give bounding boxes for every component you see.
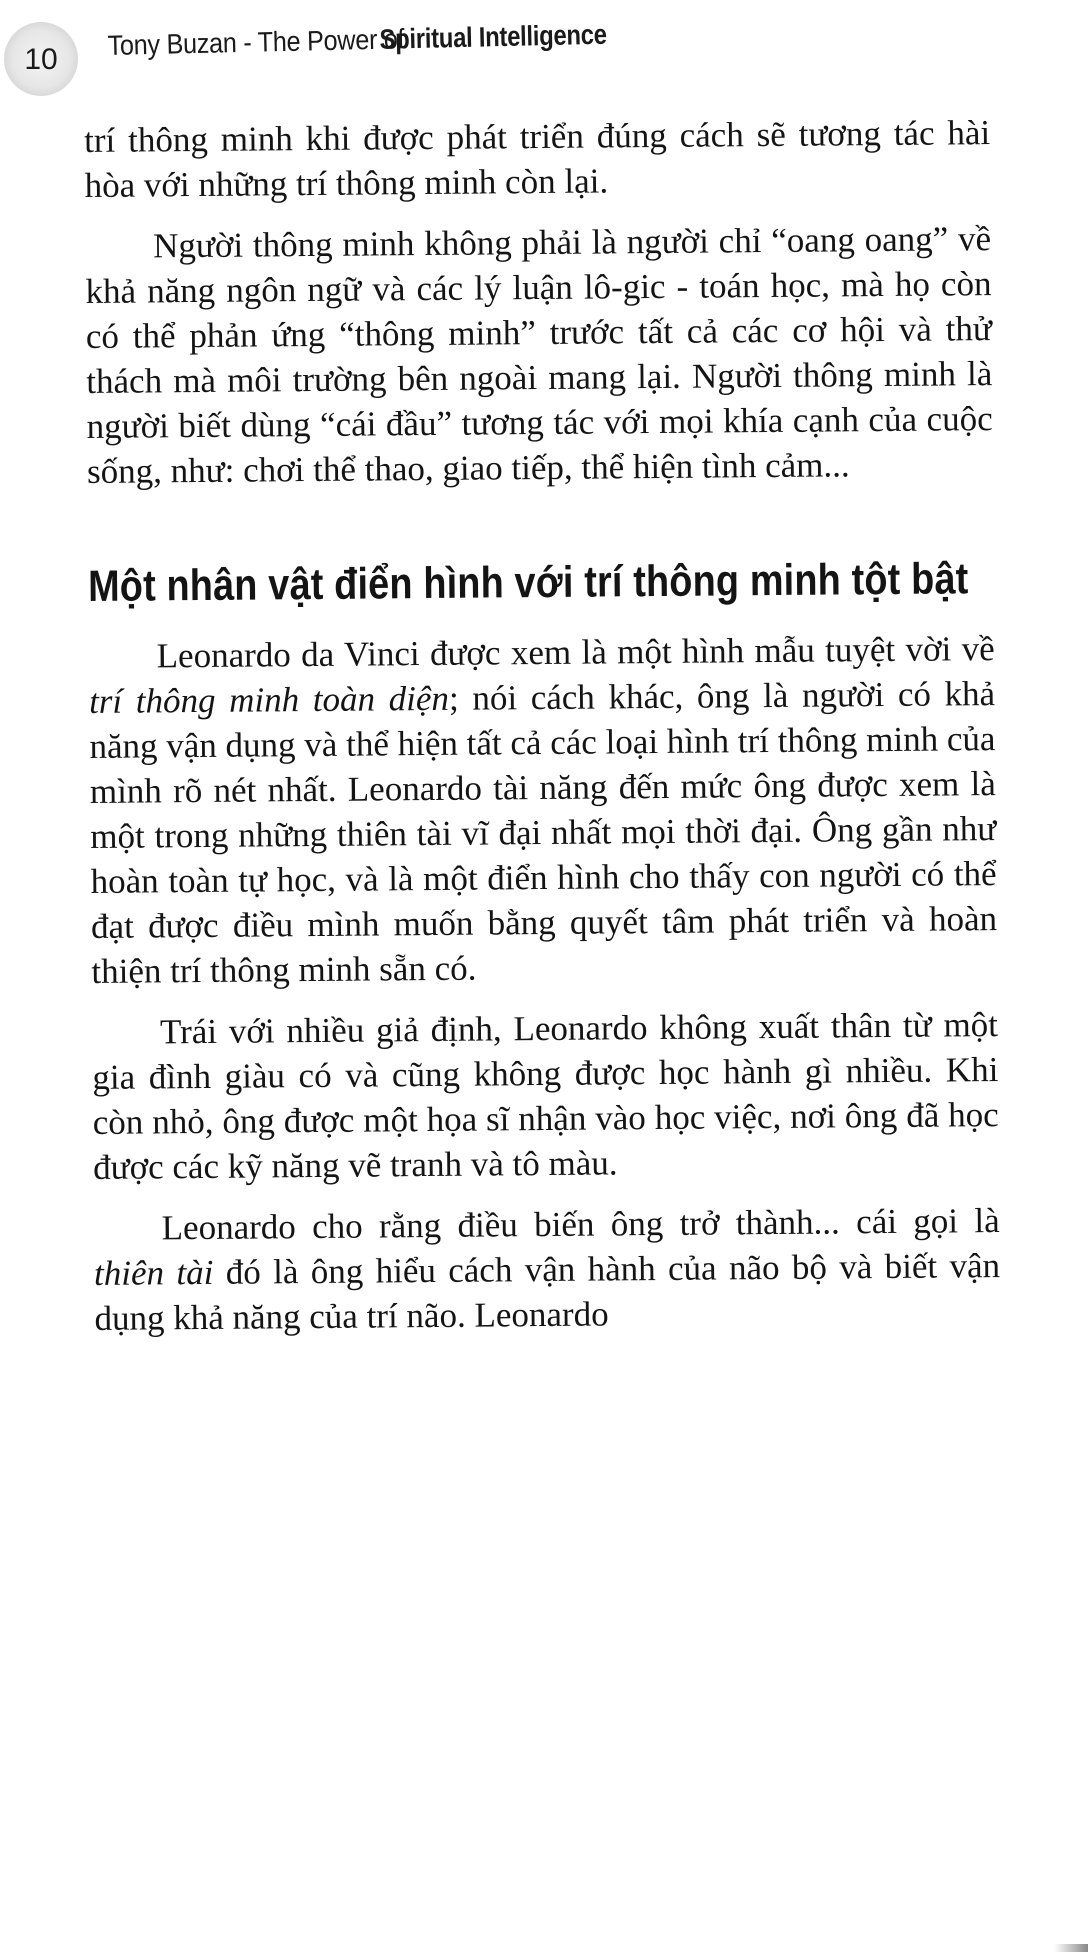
emphasis-text: thiên tài [93, 1252, 214, 1293]
running-header-book-title: Spiritual Intelligence [378, 18, 607, 55]
page-number-badge [4, 22, 78, 96]
running-header-author-title: Tony Buzan - The Power of [107, 23, 405, 62]
paragraph-leonardo-background: Trái với nhiều giả định, Leonardo không xuất thân từ một gia đình giàu có và cũng không được học hành gì nhiều. Khi còn nhỏ, ông được một họa sĩ nhận vào học việc, nơi ông đã học được các kỹ năng vẽ tranh và tô màu. [92, 1005, 999, 1187]
section-heading: Một nhân vật điển hình với trí thông minh tột bật [87, 554, 969, 611]
scan-corner-mark [1054, 1944, 1088, 1952]
text-run: đó là ông hiểu cách vận hành của não bộ và biết vận dụng khả năng của trí não. Leonardo [94, 1246, 1001, 1338]
emphasis-text: trí thông minh toàn diện [88, 678, 450, 721]
text-run: Leonardo cho rằng điều biến ông trở thành... cái gọi là [161, 1201, 1000, 1248]
text-run: ; nói cách khác, ông là người có khả năng vận dụng và thể hiện tất cả các loại hình trí thông minh của mình rõ nét nhất. Leonardo tài năng đến mức ông được xem là một trong những thiên tài vĩ đại nhất mọi thời đại. Ông gần như hoàn toàn tự học, và là một điển hình cho thấy con người có thể đạt được điều mình muốn bằng quyết tâm phát triển và hoàn thiện trí thông minh sẵn có. [89, 674, 998, 991]
paragraph-leonardo-model [89, 626, 998, 994]
running-header [107, 18, 647, 62]
paragraph-continued: trí thông minh khi được phát triển đúng cách sẽ tương tác hài hòa với những trí thông minh còn lại. [84, 113, 991, 205]
page-number: 10 [24, 43, 58, 76]
paragraph-leonardo-genius [93, 1198, 1000, 1341]
paragraph-smart-person: Người thông minh không phải là người chỉ “oang oang” về khả năng ngôn ngữ và các lý luận lô-gic - toán học, mà họ còn có thể phản ứng “thông minh” trước tất cả các cơ hội và thử thách mà môi trường bên ngoài mang lại. Người thông minh là người biết dùng “cái đầu” tương tác với mọi khía cạnh của cuộc sống, như: chơi thể thao, giao tiếp, thể hiện tình cảm... [85, 219, 993, 491]
page-body [84, 110, 1001, 1341]
text-run: Leonardo da Vinci được xem là một hình mẫu tuyệt vời về [156, 629, 995, 676]
